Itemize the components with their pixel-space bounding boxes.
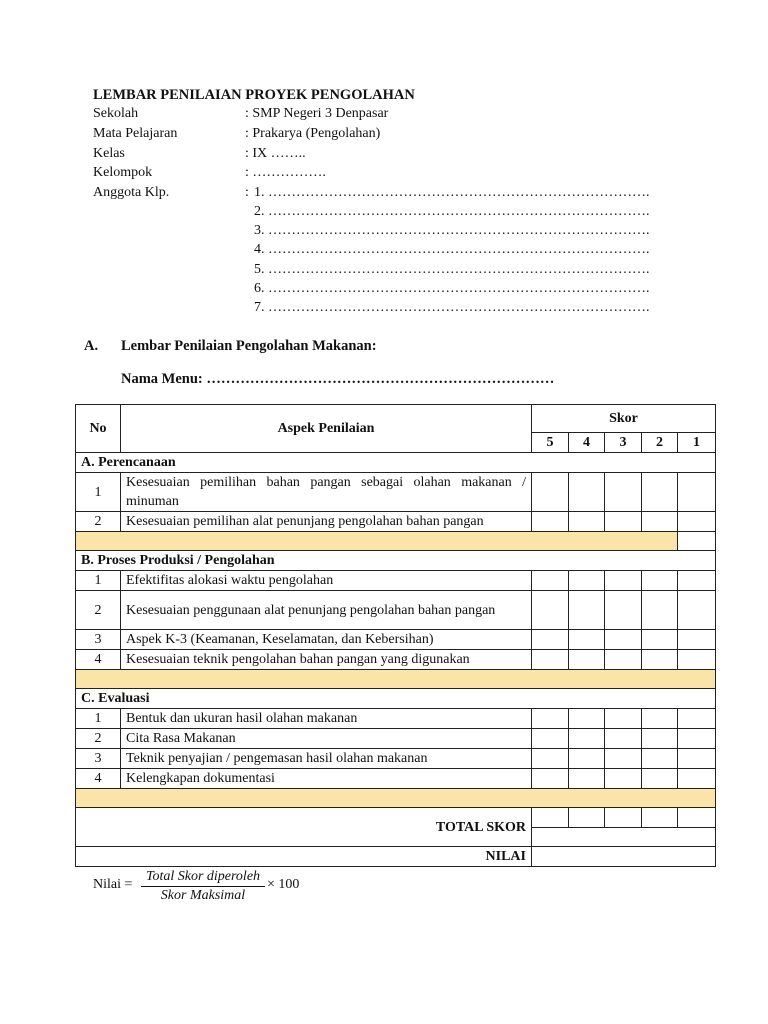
nilai-cell[interactable]: [532, 847, 716, 867]
score-cell[interactable]: [605, 512, 642, 532]
table-row: [76, 591, 716, 630]
nilai-label: NILAI: [76, 847, 532, 867]
group-heading: A. Perencanaan: [76, 453, 716, 473]
score-cell[interactable]: [532, 473, 569, 512]
score-header: 3: [605, 433, 642, 453]
subtotal-row: [76, 670, 716, 689]
score-cell[interactable]: [605, 709, 642, 729]
row-aspek: Kesesuaian teknik pengolahan bahan pangan yang digunakan: [121, 650, 532, 670]
nama-menu-field[interactable]: Nama Menu: ………………………………………………………………: [121, 371, 555, 387]
formula-fraction: [141, 868, 265, 905]
score-cell[interactable]: [642, 512, 678, 532]
subtotal-row: [76, 789, 716, 808]
table-row: [76, 512, 716, 532]
member-line[interactable]: 6. ……………………………………………………………………….: [254, 281, 650, 296]
score-cell[interactable]: [569, 591, 605, 630]
score-cell[interactable]: [678, 630, 716, 650]
member-line[interactable]: 5. ……………………………………………………………………….: [254, 262, 650, 277]
table-row: [76, 571, 716, 591]
group-heading: C. Evaluasi: [76, 689, 716, 709]
score-cell[interactable]: [569, 749, 605, 769]
score-cell[interactable]: [678, 749, 716, 769]
score-header: 2: [642, 433, 678, 453]
header-skor: Skor: [532, 405, 716, 433]
score-cell[interactable]: [569, 473, 605, 512]
score-cell[interactable]: [532, 749, 569, 769]
score-cell[interactable]: [642, 630, 678, 650]
score-cell[interactable]: [532, 650, 569, 670]
score-cell[interactable]: [678, 473, 716, 512]
score-header: 4: [569, 433, 605, 453]
info-label: Anggota Klp.: [93, 185, 170, 200]
row-aspek: Aspek K-3 (Keamanan, Keselamatan, dan Kebersihan): [121, 630, 532, 650]
score-cell[interactable]: [642, 729, 678, 749]
member-line[interactable]: 1. ……………………………………………………………………….: [254, 185, 650, 200]
score-cell[interactable]: [532, 630, 569, 650]
header-no: No: [76, 405, 121, 453]
row-no: 2: [76, 591, 121, 630]
member-line[interactable]: 7. ……………………………………………………………………….: [254, 300, 650, 315]
total-sum-cell[interactable]: [532, 827, 716, 847]
row-no: 1: [76, 709, 121, 729]
score-cell[interactable]: [642, 473, 678, 512]
table-row: [76, 709, 716, 729]
total-row: [76, 808, 716, 828]
member-line[interactable]: 3. ……………………………………………………………………….: [254, 223, 650, 238]
score-cell[interactable]: [678, 571, 716, 591]
subtotal-fill: [76, 789, 716, 808]
table-row: [76, 630, 716, 650]
header-aspek: Aspek Penilaian: [121, 405, 532, 453]
table-row: [76, 729, 716, 749]
score-cell[interactable]: [678, 512, 716, 532]
score-cell[interactable]: [642, 571, 678, 591]
score-cell[interactable]: [532, 512, 569, 532]
group-heading: B. Proses Produksi / Pengolahan: [76, 551, 716, 571]
row-aspek: Bentuk dan ukuran hasil olahan makanan: [121, 709, 532, 729]
info-label: Kelompok: [93, 165, 153, 180]
formula-rhs: × 100: [267, 877, 300, 892]
info-value: : …………….: [245, 165, 326, 180]
score-cell[interactable]: [678, 729, 716, 749]
row-aspek: Efektifitas alokasi waktu pengolahan: [121, 571, 532, 591]
total-score-cell[interactable]: [678, 808, 716, 828]
subtotal-fill: [76, 670, 716, 689]
score-header: 1: [678, 433, 716, 453]
group-heading-row: [76, 453, 716, 473]
group-heading-row: [76, 551, 716, 571]
score-cell[interactable]: [678, 709, 716, 729]
score-cell[interactable]: [642, 650, 678, 670]
member-line[interactable]: 2. ……………………………………………………………………….: [254, 204, 650, 219]
score-cell[interactable]: [532, 571, 569, 591]
formula-lhs: Nilai =: [93, 877, 133, 892]
info-value: : IX ……..: [245, 146, 306, 161]
row-aspek: Kesesuaian pemilihan bahan pangan sebagai olahan makanan / minuman: [121, 473, 532, 512]
info-label: Mata Pelajaran: [93, 126, 178, 141]
info-value: : Prakarya (Pengolahan): [245, 126, 381, 141]
score-cell[interactable]: [642, 709, 678, 729]
score-cell[interactable]: [642, 591, 678, 630]
group-heading-row: [76, 689, 716, 709]
info-value: : SMP Negeri 3 Denpasar: [245, 106, 389, 121]
subtotal-cell[interactable]: [678, 532, 716, 551]
score-header: 5: [532, 433, 569, 453]
total-score-cell[interactable]: [642, 808, 678, 828]
score-cell[interactable]: [605, 749, 642, 769]
info-label: Kelas: [93, 146, 125, 161]
subtotal-fill: [76, 532, 678, 551]
score-cell[interactable]: [605, 591, 642, 630]
score-cell[interactable]: [678, 769, 716, 789]
score-cell[interactable]: [642, 749, 678, 769]
formula-numerator: Total Skor diperoleh: [141, 868, 265, 887]
total-score-cell[interactable]: [605, 808, 642, 828]
score-cell[interactable]: [532, 769, 569, 789]
score-cell[interactable]: [642, 769, 678, 789]
table-row: [76, 749, 716, 769]
info-label: Sekolah: [93, 106, 139, 121]
score-cell[interactable]: [569, 650, 605, 670]
total-score-cell[interactable]: [532, 808, 569, 828]
document-title: LEMBAR PENILAIAN PROYEK PENGOLAHAN: [93, 87, 415, 103]
row-aspek: Teknik penyajian / pengemasan hasil olahan makanan: [121, 749, 532, 769]
row-no: 3: [76, 630, 121, 650]
score-cell[interactable]: [605, 769, 642, 789]
row-no: 1: [76, 473, 121, 512]
score-cell[interactable]: [569, 571, 605, 591]
score-cell[interactable]: [605, 571, 642, 591]
score-cell[interactable]: [605, 630, 642, 650]
row-aspek: Kelengkapan dokumentasi: [121, 769, 532, 789]
subtotal-row: [76, 532, 716, 551]
score-cell[interactable]: [605, 473, 642, 512]
assessment-table: [75, 404, 716, 867]
score-cell[interactable]: [569, 769, 605, 789]
section-title: Lembar Penilaian Pengolahan Makanan:: [121, 338, 377, 354]
score-cell[interactable]: [605, 650, 642, 670]
row-aspek: Cita Rasa Makanan: [121, 729, 532, 749]
row-no: 2: [76, 729, 121, 749]
total-skor-label: TOTAL SKOR: [76, 808, 532, 847]
score-cell[interactable]: [532, 591, 569, 630]
score-cell[interactable]: [569, 709, 605, 729]
row-no: 4: [76, 650, 121, 670]
section-letter: A.: [84, 338, 99, 354]
total-score-cell[interactable]: [569, 808, 605, 828]
row-aspek: Kesesuaian pemilihan alat penunjang pengolahan bahan pangan: [121, 512, 532, 532]
row-aspek: Kesesuaian penggunaan alat penunjang pengolahan bahan pangan: [121, 591, 532, 630]
row-no: 2: [76, 512, 121, 532]
table-row: [76, 769, 716, 789]
table-header-row: [76, 405, 716, 433]
row-no: 1: [76, 571, 121, 591]
score-cell[interactable]: [569, 729, 605, 749]
row-no: 4: [76, 769, 121, 789]
score-cell[interactable]: [532, 729, 569, 749]
score-cell[interactable]: [605, 729, 642, 749]
table-row: [76, 650, 716, 670]
score-cell[interactable]: [678, 591, 716, 630]
nilai-row: [76, 847, 716, 867]
member-line[interactable]: 4. ……………………………………………………………………….: [254, 242, 650, 257]
score-cell[interactable]: [569, 630, 605, 650]
formula-denominator: Skor Maksimal: [160, 888, 246, 903]
score-cell[interactable]: [532, 709, 569, 729]
score-cell[interactable]: [678, 650, 716, 670]
table-row: [76, 473, 716, 512]
row-no: 3: [76, 749, 121, 769]
info-value: :: [245, 185, 249, 200]
score-cell[interactable]: [569, 512, 605, 532]
